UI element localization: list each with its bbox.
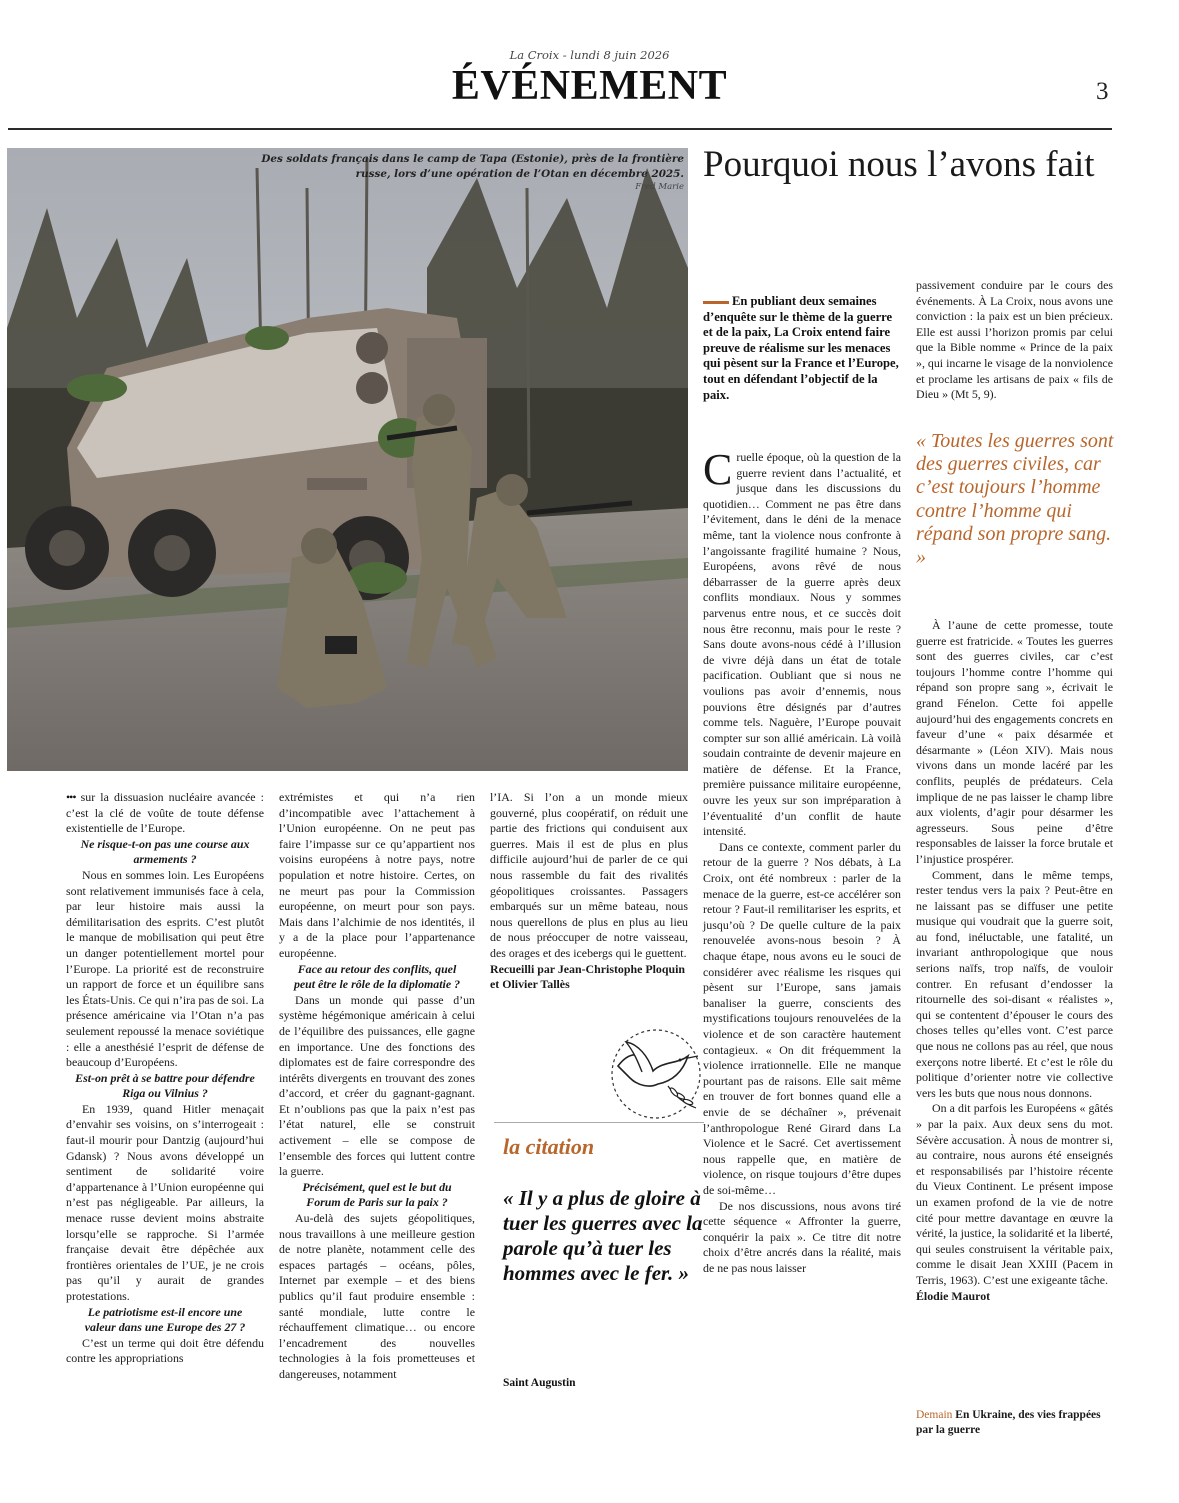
standfirst-text: En publiant deux semaines d’enquête sur le thème de la guerre et de la paix, La Croix entend faire preuve de réalisme sur les menaces qui pèsent sur la France et l’Europe, tout en défendant l’objectif de la paix. xyxy=(703,294,899,402)
article-column-5-bottom xyxy=(916,618,1113,1304)
column-paragraph: Au-delà des sujets géopolitiques, nous travaillons à une meilleure gestion de notre planète, notamment celle des espaces partagés – océans, pôles, Internet par exemple – et des biens publics qu’il faut produire ensemble : santé mondiale, lutte contre le réchauffement climatique… ou encore l’encadrement des nouvelles technologies à la fois prometteuses et dangereuses, notamment xyxy=(279,1211,475,1381)
article-author: Élodie Maurot xyxy=(916,1288,991,1303)
article-standfirst xyxy=(703,294,903,403)
main-photo xyxy=(7,148,688,771)
column-paragraph: Nous en sommes loin. Les Européens sont relativement immunisés face à cela, par leur histoire mais aussi la démilitarisation des esprits. C’est plutôt le manque de mobilisation qui peut être un danger potentiellement mortel pour l’Europe. La priorité est de reconstruire un rapport de force et un équilibre sans les États-Unis. Ce qui n’ira pas de soi. La présence américaine via l’Otan n’a pas seulement repoussé la menace soviétique : elle a anesthésié l’esprit de défense de beaucoup d’Européens. xyxy=(66,867,264,1070)
column-paragraph: Cruelle époque, où la question de la guerre revient dans l’actualité, et jusque dans les discussions du quotidien… Comment ne pas être dans l’évitement, dans le déni de la menace même, tant la violence nous confronte à l’angoissante fragilité humaine ? Nous, Européens, avons rêvé de nous débarrasser de la guerre après deux conflits mondiaux. Nous y sommes parvenus entre nous, et ce succès doit nous être reconnu, mais pour le reste ? Sans doute avons-nous cédé à l’illusion de vivre déjà dans un état de totale pacification. Oubliant que si nous ne voulions pas avoir d’ennemis, nous pouvions être désignés par d’autres comme tels. Naguère, l’Europe pouvait compter sur son allié américain. Là voilà soudain contrainte de devenir majeure en matière de défense. Et la France, première puissance militaire européenne, ouvre les yeux sur son impréparation à l’éventualité d’un conflit de haute intensité. xyxy=(703,445,901,839)
article-column-4 xyxy=(703,445,901,1276)
interview-question: Précisément, quel est le but du Forum de Paris sur la paix ? xyxy=(302,1179,452,1210)
demain-tag: Demain xyxy=(916,1409,953,1421)
photo-caption: Des soldats français dans le camp de Tapa (Estonie), près de la frontière russe, lors d’une opération de l’Otan en décembre 2025. xyxy=(261,153,684,180)
interview-question: Ne risque-t-on pas une course aux armements ? xyxy=(80,836,250,867)
interview-column-3 xyxy=(490,790,688,993)
column-paragraph: ••• sur la dissuasion nucléaire avancée : c’est la clé de voûte de toute défense existentielle de l’Europe. xyxy=(66,790,264,836)
column-paragraph: passivement conduire par le cours des événements. À La Croix, nous avons une conviction : la paix est un bien précieux. Elle est aussi l’horizon promis par celui que la Bible nomme « Prince de la paix », qui incarne le visage de la nonviolence et proclame les artisans de paix « fils de Dieu » (Mt 5, 9). xyxy=(916,278,1113,402)
column-paragraph: Comment, dans le même temps, rester tendus vers la paix ? Peut-être en ne laissant pas se diffuser une petite musique qui voudrait que la guerre soit, au fond, inéluctable, une fatalité, un invariant anthropologique que nous serions naïfs, trop naïfs, de vouloir contrer. En refusant d’endosser la ritournelle des soi-disant « réalistes », qui se contentent d’épouser le cours des choses telles qu’elles vont. C’est parce que nous ne collons pas au réel, que nous exerçons notre liberté. Et c’est le rôle du politique d’orienter notre vie collective vers les buts que nous nous donnons. xyxy=(916,867,1113,1100)
column-paragraph: Dans un monde qui passe d’un système hégémonique américain à celui de l’équilibre des puissances, elle gagne en importance. Une des fonctions des diplomates est de faire correspondre des intérêts divergents en trouvant des zones d’accord, et créer du gagnant-gagnant. Et n’oublions pas que la paix n’est pas l’état naturel, elle se construit activement – elle se compose de l’ensemble des forces qui luttent contre la guerre. xyxy=(279,992,475,1179)
column-paragraph: À l’aune de cette promesse, toute guerre est fratricide. « Toutes les guerres sont des guerres civiles, car c’est toujours l’homme contre l’homme qui répand son propre sang », écrivait le grand Fénelon. Cette foi appelle aujourd’hui des engagements concrets en faveur d’une « paix désarmée et désarmante » (Léon XIV). Mais nous vivons dans un monde lacéré par les conflits, peuplés de prédateurs. Cela implique de ne pas laisser le champ libre aux violents, d’agir pour désarmer les agresseurs. Sous peine d’être responsables de laisser la force brutale et l’injustice prospérer. xyxy=(916,618,1113,866)
next-issue-teaser xyxy=(916,1408,1116,1438)
column-paragraph: En 1939, quand Hitler menaçait d’envahir ses voisins, on s’interrogeait : faut-il mourir pour Dantzig (aujourd’hui Gdansk) ? Nous avons développé un sentiment de solidarité voire d’appartenance à l’Union européenne qui n’est pas négligeable. Par ailleurs, la menace russe devient moins abstraite lorsqu’elle se rapproche. Si l’armée française devait être dépêchée aux frontières orientales de l’UE, je ne crois pas qu’il y aurait de grandes protestations. xyxy=(66,1101,264,1303)
column-paragraph: De nos discussions, nous avons tiré cette séquence « Affronter la guerre, conquérir la paix ». Ce titre dit notre choix d’être ancrés dans la réalité, mais de ne pas nous laisser xyxy=(703,1198,901,1275)
dove-with-olive-branch-icon xyxy=(608,1026,704,1126)
article-title: Pourquoi nous l’avons fait xyxy=(703,144,1095,185)
pull-quote: « Toutes les guerres sont des guerres civiles, car c’est toujours l’homme contre l’homme qui répand son propre sang. » xyxy=(916,430,1114,569)
column-paragraph: l’IA. Si l’on a un monde mieux gouverné, plus coopératif, on réduit une partie des frictions qui conduisent aux guerres. Mais il est de plus en plus difficile aujourd’hui de parler de ce qui nous rassemble du fait des rivalités géopolitiques croissantes. Passagers embarqués sur un même bateau, nous nous querellons de plus en plus au lieu de nous préoccuper de notre vaisseau, des orages et des icebergs qui le guettent. xyxy=(490,790,688,960)
soldiers-photo-illustration xyxy=(7,148,688,771)
column-paragraph: extrémistes et qui n’a rien d’incompatible avec l’attachement à l’Union européenne. On ne peut pas faire l’impasse sur ce qu’appartient nos voisins européens à notre pays, notre population et notre histoire. Certes, on ne meurt pas pour la Commission européenne, on meurt pour son pays. Mais dans l’alchimie de nos identités, il y a de la place pour l’appartenance européenne. xyxy=(279,790,475,960)
interview-question: Est-on prêt à se battre pour défendre Riga ou Vilnius ? xyxy=(75,1070,255,1101)
citation-rule xyxy=(494,1122,704,1123)
issue-kicker: La Croix - lundi 8 juin 2026 xyxy=(509,48,670,62)
continuation-marker: ••• xyxy=(66,790,76,804)
photo-credit: Fred Marie xyxy=(635,182,684,192)
drop-cap: C xyxy=(703,445,733,494)
masthead-rule xyxy=(8,128,1112,130)
interview-column-1 xyxy=(66,790,264,1367)
column-paragraph: C’est un terme qui doit être défendu contre les appropriations xyxy=(66,1335,264,1366)
interview-question: Le patriotisme est-il encore une valeur dans une Europe des 27 ? xyxy=(84,1304,246,1335)
interview-credit: Recueilli par Jean-Christophe Ploquin et Olivier Tallès xyxy=(490,961,685,992)
interview-column-2 xyxy=(279,790,475,1383)
column-paragraph: Dans ce contexte, comment parler du retour de la guerre ? Nos débats, à La Croix, ont été nombreux : parler de la menace de la guerre, est-ce accélérer son retour ? Faut-il remilitariser les esprits, et jusqu’où ? De quelle culture de la paix renouvelée avons-nous besoin ? À chaque étape, nous avons eu le souci de considérer avec réalisme les risques qui pèsent sur l’Europe, sans jamais banaliser la guerre, conscients des mystifications toujours renouvelées de la violence et de son caractère hautement contagieux. « On dit fréquemment la violence irrationnelle. Elle ne manque pourtant pas de raisons. Elle sait même en trouver de fort bonnes quand elle a envie de se déchaîner », prévenait l’anthropologue René Girard dans La Violence et le Sacré. Cet avertissement nous rappelle que, en matière de violence, on risque toujours d’être dupes de soi-même… xyxy=(703,839,901,1197)
interview-question: Face au retour des conflits, quel peut être le rôle de la diplomatie ? xyxy=(293,961,461,992)
article-column-5-top xyxy=(916,278,1113,403)
accent-dash xyxy=(703,301,729,304)
page-number: 3 xyxy=(1096,78,1109,105)
citation-author: Saint Augustin xyxy=(503,1377,576,1389)
citation-label: la citation xyxy=(503,1134,595,1159)
column-paragraph: On a dit parfois les Européens « gâtés » par la paix. Aux deux sens du mot. Sévère accusation. À nous de montrer si, au contraire, nous aurons été enseignés et responsabilisés par l’histoire récente du Vieux Continent. Le présent impose un examen profond de la vie de notre cité pour mettre davantage en œuvre la vérité, la justice, la solidarité et la liberté, qui seules construisent la véritable paix, comme le disait Jean XXIII (Pacem in Terris, 1963). C’est une exigeante tâche. xyxy=(916,1101,1113,1287)
citation-quote: « Il y a plus de gloire à tuer les guerres avec la parole qu’à tuer les hommes avec le fer. » xyxy=(503,1186,703,1285)
demain-text: En Ukraine, des vies frappées par la guerre xyxy=(916,1409,1101,1436)
section-title: ÉVÉNEMENT xyxy=(451,63,728,109)
